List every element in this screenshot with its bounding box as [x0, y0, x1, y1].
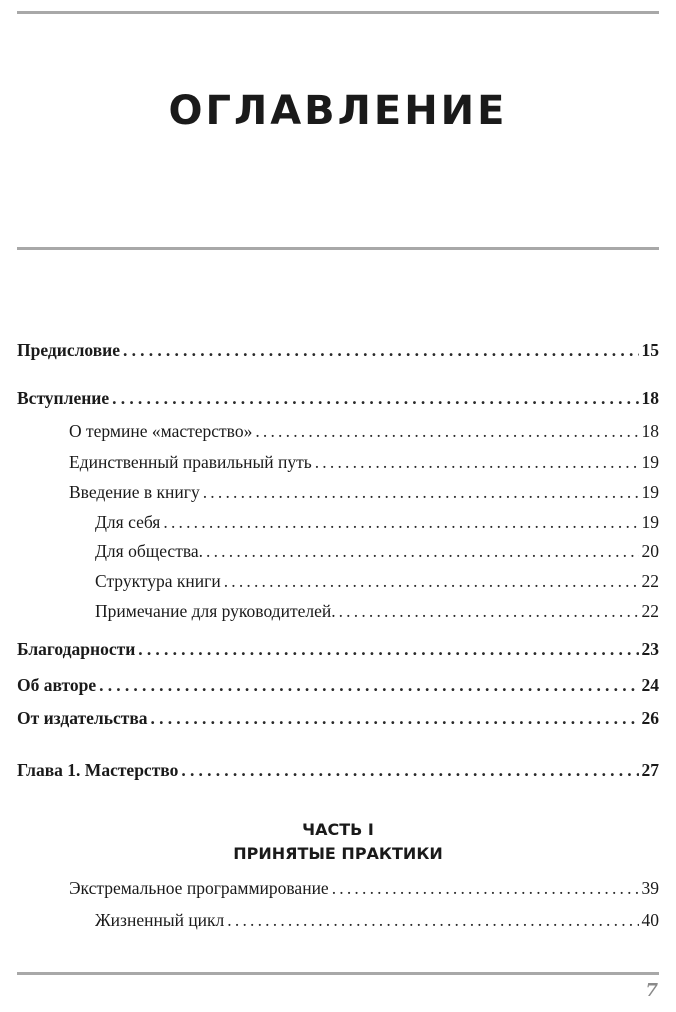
dot-leader: [181, 758, 638, 782]
toc-entry-label: Жизненный цикл: [95, 910, 225, 930]
toc-entry-page: 19: [641, 482, 659, 502]
toc-entry-label: Вступление: [17, 388, 110, 408]
top-rule: [17, 11, 659, 14]
page-title: ОГЛАВЛЕНИЕ: [168, 88, 508, 134]
toc-entry-label: Глава 1. Мастерство: [17, 760, 179, 780]
toc-entry-page: 39: [641, 878, 659, 898]
dot-leader: [227, 908, 638, 932]
toc-entry-page: 19: [641, 452, 659, 472]
dot-leader: [163, 510, 638, 534]
toc-entry-acknowledgements: [17, 637, 659, 661]
toc-entry-label: От издательства: [17, 708, 148, 728]
toc-entry-page: 20: [641, 541, 659, 561]
toc-entry-page: 18: [641, 388, 659, 408]
toc-entry-introduction: [17, 386, 659, 410]
toc-entry-label: Благодарности: [17, 639, 136, 659]
toc-entry-book-intro: [69, 480, 659, 504]
footer-rule: [17, 972, 659, 975]
toc-entry-label: Единственный правильный путь: [69, 452, 312, 472]
toc-entry-only-right-way: [69, 450, 659, 474]
toc-entry-from-publisher: [17, 706, 659, 730]
toc-entry-page: 23: [641, 639, 659, 659]
toc-entry-chapter-1: [17, 758, 659, 782]
toc-entry-page: 18: [641, 421, 659, 441]
toc-entry-page: 19: [641, 512, 659, 532]
toc-entry-page: 40: [641, 910, 659, 930]
toc-entry-label: О термине «мастерство»: [69, 421, 253, 441]
dot-leader: [151, 706, 639, 730]
toc-entry-page: 22: [641, 601, 659, 621]
toc-entry-label: Об авторе: [17, 675, 97, 695]
toc-entry-label: Для общества.: [95, 541, 204, 561]
toc-entry-foreword: [17, 338, 659, 362]
dot-leader: [332, 876, 639, 900]
toc-entry-label: Структура книги: [95, 571, 221, 591]
toc-entry-book-structure: [95, 569, 659, 593]
toc-entry-page: 27: [641, 760, 659, 780]
toc-entry-for-self: [95, 510, 659, 534]
dot-leader: [206, 539, 638, 563]
title-rule: [17, 247, 659, 250]
toc-entry-label: Введение в книгу: [69, 482, 200, 502]
page-number: 7: [645, 980, 658, 1001]
dot-leader: [138, 637, 638, 661]
toc-entry-page: 26: [641, 708, 659, 728]
dot-leader: [315, 450, 639, 474]
toc-entry-life-cycle: [95, 908, 659, 932]
toc-entry-extreme-programming: [69, 876, 659, 900]
dot-leader: [99, 673, 638, 697]
toc-entry-managers-note: [95, 599, 659, 623]
toc-entry-page: 22: [641, 571, 659, 591]
dot-leader: [339, 599, 639, 623]
part-number: ЧАСТЬ I: [302, 820, 374, 839]
toc-entry-label: Для себя: [95, 512, 161, 532]
dot-leader: [112, 386, 638, 410]
dot-leader: [203, 480, 639, 504]
toc-entry-page: 15: [641, 340, 659, 360]
toc-entry-for-society: [95, 539, 659, 563]
toc-entry-label: Предисловие: [17, 340, 121, 360]
toc-entry-about-term: [69, 419, 659, 443]
dot-leader: [224, 569, 639, 593]
toc-entry-about-author: [17, 673, 659, 697]
dot-leader: [255, 419, 638, 443]
part-name: ПРИНЯТЫЕ ПРАКТИКИ: [233, 844, 443, 863]
toc-entry-label: Примечание для руководителей.: [95, 601, 336, 621]
toc-entry-page: 24: [641, 675, 659, 695]
toc-entry-label: Экстремальное программирование: [69, 878, 329, 898]
dot-leader: [123, 338, 638, 362]
